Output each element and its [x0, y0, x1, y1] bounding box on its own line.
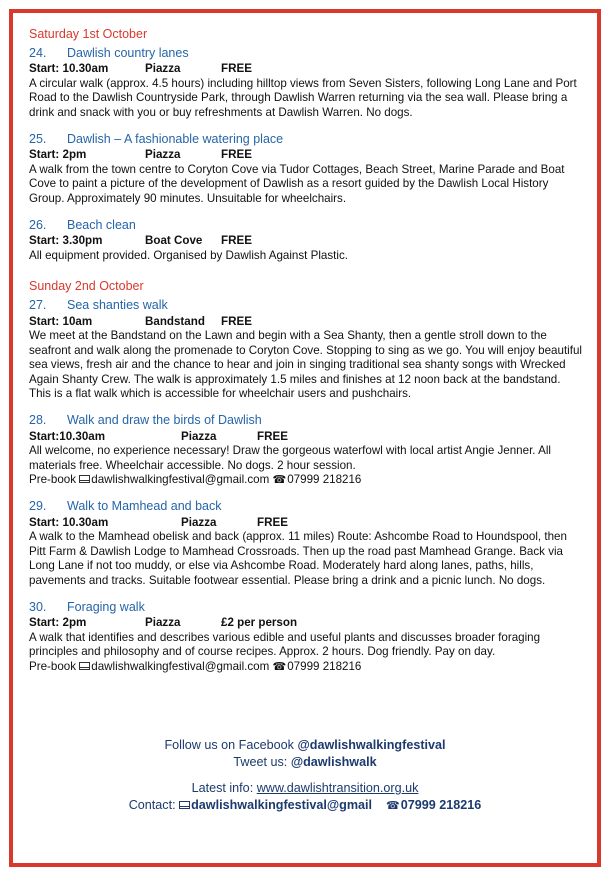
walk-price: £2 per person [221, 616, 298, 630]
walk-30 [29, 600, 585, 675]
walk-27 [29, 298, 585, 402]
walk-place: Boat Cove [145, 234, 203, 248]
prebook-email[interactable]: dawlishwalkingfestival@gmail.com [91, 473, 270, 487]
walk-number: 29. [29, 499, 47, 514]
walk-description: All equipment provided. Organised by Dawlish Against Plastic. [29, 248, 348, 262]
prebook-line [29, 473, 585, 488]
walk-number: 28. [29, 413, 47, 428]
envelope-icon [179, 801, 190, 809]
walk-price: FREE [221, 234, 252, 248]
walk-place: Piazza [145, 616, 181, 630]
footer-spacer [13, 770, 597, 780]
walk-26 [29, 218, 585, 264]
walk-place: Piazza [145, 148, 181, 162]
walk-start: Start: 10am [29, 314, 93, 328]
prebook-phone[interactable]: 07999 218216 [287, 473, 362, 487]
walk-start: Start: 3.30pm [29, 234, 103, 248]
day-heading-sunday: Sunday 2nd October [29, 279, 144, 294]
walk-meta [29, 516, 585, 531]
contact-email[interactable]: dawlishwalkingfestival@gmail [191, 797, 373, 812]
walk-description: A walk from the town centre to Coryton Cove via Tudor Cottages, Beach Street, Marine Parade and Boat Cove to paint a picture of the development of Dawlish as a resort guided by the Dawlish Local History Group. Approximately 90 minutes. Unsuitable for wheelchairs. [29, 162, 565, 205]
walk-meta [29, 234, 585, 249]
walk-meta [29, 62, 585, 77]
envelope-icon [79, 475, 90, 483]
telephone-icon: ☎ [386, 799, 400, 812]
prebook-line [29, 660, 585, 675]
facebook-label: Follow us on Facebook [164, 738, 294, 752]
walk-title [29, 132, 585, 147]
walk-description: A circular walk (approx. 4.5 hours) including hilltop views from Seven Sisters, following Long Lane and Port Road to the Dawlish Countryside Park, through Dawlish Warren returning via the sea wall. Please bring a drink and snack with you or buy refreshments at Dawlish Warren. No dogs. [29, 76, 577, 119]
walk-number: 24. [29, 45, 47, 60]
walk-name: Beach clean [67, 217, 136, 232]
walk-name: Walk and draw the birds of Dawlish [67, 413, 262, 428]
envelope-icon [79, 662, 90, 670]
telephone-icon: ☎ [272, 660, 287, 673]
contact-phone[interactable]: 07999 218216 [400, 797, 482, 812]
walk-28 [29, 413, 585, 488]
walk-price: FREE [221, 148, 252, 162]
walk-title [29, 600, 585, 615]
walk-description: A walk to the Mamhead obelisk and back (approx. 11 miles) Route: Ashcombe Road to Houndspool, then Pitt Farm & Dawlish Lodge to Mamhead Crossroads. Then up the road past Mamhead Grange. Back via Long Lane if not too muddy, or else via Ashcombe Road. Moderately hard along lanes, paths, hills, pavements and tracks. Suitable footwear essential. Please bring a drink and a picnic lunch. No dogs. [29, 530, 567, 587]
walk-start: Start: 2pm [29, 148, 87, 162]
walk-number: 25. [29, 131, 47, 146]
facebook-handle[interactable]: @dawlishwalkingfestival [297, 738, 446, 752]
tweet-line [13, 754, 597, 771]
facebook-line [13, 737, 597, 754]
walk-place: Piazza [181, 429, 217, 443]
walk-title [29, 46, 585, 61]
walk-number: 26. [29, 217, 47, 232]
walk-24 [29, 46, 585, 121]
tweet-handle[interactable]: @dawlishwalk [290, 754, 377, 769]
walk-description: All welcome, no experience necessary! Draw the gorgeous waterfowl with local artist Angie Jenner. All materials free. Wheelchair accessible. No dogs. 2 hour session. [29, 444, 551, 472]
walk-price: FREE [257, 515, 288, 529]
walk-title [29, 218, 585, 233]
walk-start: Start: 10.30am [29, 515, 109, 529]
walk-start: Start:10.30am [29, 429, 106, 443]
walk-place: Piazza [145, 62, 181, 76]
programme-content [29, 27, 585, 686]
walk-meta [29, 315, 585, 330]
walk-name: Dawlish country lanes [67, 45, 189, 60]
walk-title [29, 298, 585, 313]
walk-place: Piazza [181, 515, 217, 529]
footer [13, 737, 597, 814]
contact-line [13, 797, 597, 815]
website-link[interactable]: www.dawlishtransition.org.uk [256, 781, 419, 795]
walk-number: 30. [29, 599, 47, 614]
contact-label: Contact: [128, 797, 176, 812]
walk-meta [29, 616, 585, 631]
latest-info-line [13, 780, 597, 797]
day-heading-saturday: Saturday 1st October [29, 27, 148, 41]
walk-name: Dawlish – A fashionable watering place [67, 131, 284, 146]
walk-place: Bandstand [145, 314, 205, 328]
walk-start: Start: 2pm [29, 616, 87, 630]
walk-number: 27. [29, 297, 47, 312]
prebook-label: Pre-book [29, 473, 77, 487]
prebook-phone[interactable]: 07999 218216 [287, 659, 362, 673]
walk-meta [29, 430, 585, 445]
walk-price: FREE [221, 62, 252, 76]
prebook-label: Pre-book [29, 659, 77, 673]
latest-label: Latest info: [191, 781, 254, 795]
walk-meta [29, 148, 585, 163]
walk-price: FREE [257, 429, 288, 443]
walk-description: A walk that identifies and describes various edible and useful plants and discusses broader foraging principles and philosophy and of course recipes. Approx. 2 hours. Dog friendly. Pay on day. [29, 630, 541, 659]
walk-25 [29, 132, 585, 207]
walk-title [29, 499, 585, 514]
tweet-label: Tweet us: [233, 754, 288, 769]
walk-name: Foraging walk [67, 599, 145, 614]
walk-price: FREE [221, 314, 252, 328]
walk-start: Start: 10.30am [29, 62, 109, 76]
walk-name: Sea shanties walk [67, 297, 168, 312]
page-border [9, 9, 601, 867]
walk-name: Walk to Mamhead and back [67, 499, 222, 514]
prebook-email[interactable]: dawlishwalkingfestival@gmail.com [91, 659, 270, 673]
walk-title [29, 413, 585, 428]
walk-description: We meet at the Bandstand on the Lawn and begin with a Sea Shanty, then a gentle stroll down to the seafront and walk along the promenade to Coryton Cove. Stopping to sing as we go. You will enjoy beautiful sea views, fresh air and the chance to hear and join in singing traditional sea shanty songs with Wrecked Again Shanty Crew. The walk is approximately 1.5 miles and finishes at 12 noon back at the bandstand. This is a flat walk which is accessible for wheelchair users and pushchairs. [29, 329, 582, 401]
walk-29 [29, 499, 585, 589]
telephone-icon: ☎ [272, 474, 287, 487]
